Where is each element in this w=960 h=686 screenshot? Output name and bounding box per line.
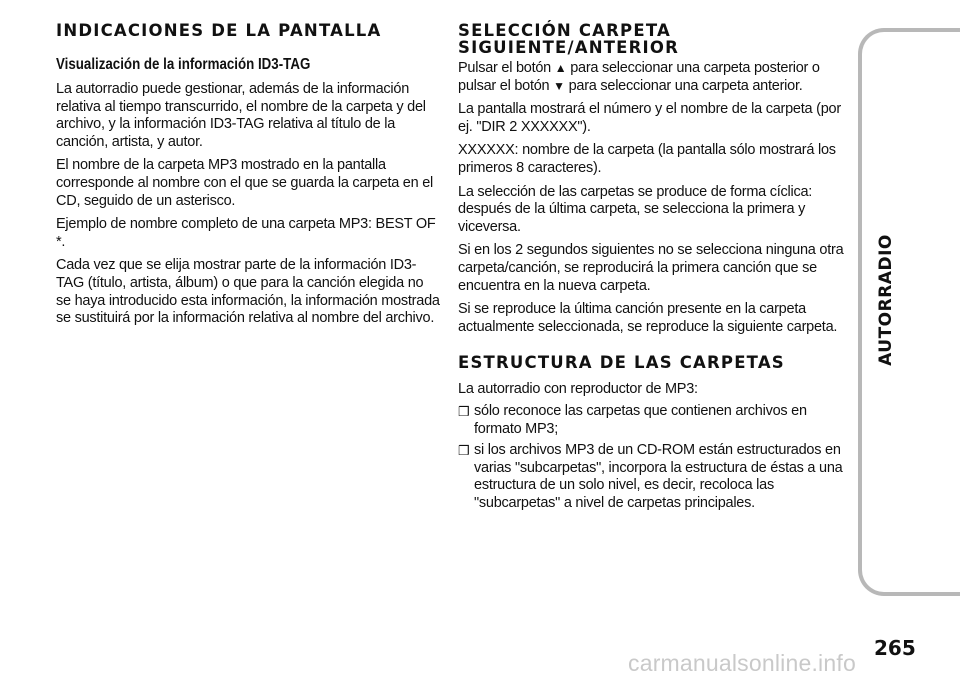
paragraph: Si se reproduce la última canción presente en la carpeta actualmente seleccionada, se reproduce la siguiente carpeta. — [458, 301, 838, 335]
watermark: carmanualsonline.info — [628, 650, 856, 676]
side-tab-label — [866, 230, 906, 370]
section-heading-folder-select — [458, 22, 846, 56]
subheading-id3: Visualización de la información ID3-TAG — [56, 56, 311, 73]
page-number: 265 — [874, 636, 916, 660]
left-column — [56, 22, 441, 328]
paragraph: La autorradio puede gestionar, además de la información relativa al tiempo transcurrido, el nombre de la carpeta y del archivo, y la información ID3-TAG relativa al título de la canción, artista, y autor. — [56, 81, 426, 150]
arrow-up-icon: ▲ — [554, 61, 567, 75]
text-segment: Pulsar el botón — [458, 60, 551, 76]
paragraph: La pantalla mostrará el número y el nombre de la carpeta (por ej. "DIR 2 XXXXXX"). — [458, 101, 841, 135]
arrow-down-icon: ▼ — [553, 78, 565, 93]
list-item — [458, 442, 846, 512]
list-item-text: sólo reconoce las carpetas que contienen archivos en formato MP3; — [474, 402, 807, 437]
list-item-text: si los archivos MP3 de un CD-ROM están estructurados en varias "subcarpetas", incorpora la estructura de éstas a una estructura de un solo nivel, es decir, recoloca las "subcarpetas" a nivel de carpetas principales. — [474, 442, 843, 511]
paragraph: Cada vez que se elija mostrar parte de la información ID3-TAG (título, artista, álbum) o que para la canción elegida no se haya introducido esta información, la información mostrada se sustituirá por la información relativa al nombre del archivo. — [56, 257, 440, 327]
list-item — [458, 403, 846, 438]
checkbox-bullet-icon: ❒ — [458, 443, 470, 459]
paragraph: La selección de las carpetas se produce de forma cíclica: después de la última carpeta, se selecciona la primera y viceversa. — [458, 183, 813, 235]
paragraph: El nombre de la carpeta MP3 mostrado en la pantalla corresponde al nombre con el que se guarda la carpeta en el CD, seguido de un asterisco. — [56, 157, 434, 209]
text-segment: para seleccionar una carpeta anterior. — [568, 77, 803, 94]
text-segment: para seleccionar una carpeta posterior o pulsar el botón — [458, 60, 820, 94]
paragraph: Ejemplo de nombre completo de una carpeta MP3: BEST OF *. — [56, 216, 436, 250]
section-heading-folder-structure: ESTRUCTURA DE LAS CARPETAS — [458, 353, 785, 373]
paragraph — [458, 60, 846, 95]
paragraph: XXXXXX: nombre de la carpeta (la pantalla sólo mostrará los primeros 8 caracteres). — [458, 142, 836, 176]
right-column — [458, 22, 846, 512]
heading-line: SELECCIÓN CARPETA — [458, 21, 671, 40]
checkbox-bullet-icon: ❒ — [458, 403, 470, 419]
paragraph: La autorradio con reproductor de MP3: — [458, 381, 698, 398]
paragraph: Si en los 2 segundos siguientes no se selecciona ninguna otra carpeta/canción, se reproducirá la primera canción que se encuentra en la nueva carpeta. — [458, 242, 844, 294]
section-heading-display: INDICACIONES DE LA PANTALLA — [56, 21, 382, 40]
side-tab-text: AUTORRADIO — [876, 234, 896, 366]
heading-line: SIGUIENTE/ANTERIOR — [458, 38, 680, 57]
